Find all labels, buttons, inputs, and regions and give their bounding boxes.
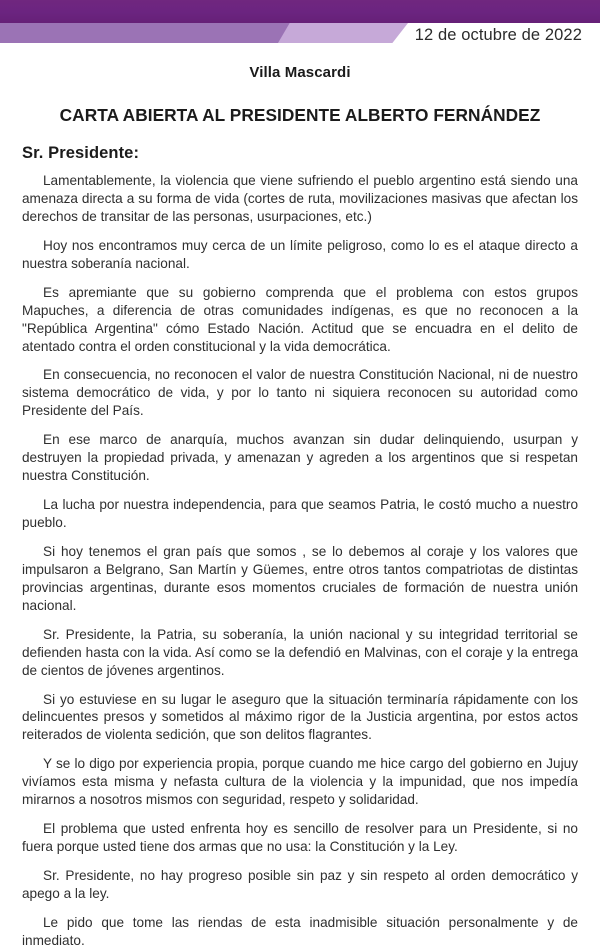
- letter-paragraph: Le pido que tome las riendas de esta inadmisible situación personalmente y de inmediato.: [22, 914, 578, 948]
- letter-paragraph: Si yo estuviese en su lugar le aseguro que la situación terminaría rápidamente con los delincuentes presos y sometidos al máximo rigor de la Justicia argentina, por estos actos reiterados de violenta sedición, que son delitos flagrantes.: [22, 691, 578, 743]
- letter-paragraph: Lamentablemente, la violencia que viene sufriendo el pueblo argentino está siendo una amenaza directa a su forma de vida (cortes de ruta, movilizaciones masivas que afectan los derechos de transitar de las personas, usurpaciones, etc.): [22, 173, 578, 224]
- letter-paragraph: Hoy nos encontramos muy cerca de un límite peligroso, como lo es el ataque directo a nuestra soberanía nacional.: [22, 237, 578, 271]
- header-top-band: [0, 0, 600, 23]
- letter-paragraph: Si hoy tenemos el gran país que somos , se lo debemos al coraje y los valores que impulsaron a Belgrano, San Martín y Güemes, entre otros tantos compatriotas de distintas provincias argentinas, durante esos momentos cruciales de formación de nuestra unión nacional.: [22, 543, 578, 613]
- letter-paragraph: Sr. Presidente, la Patria, su soberanía, la unión nacional y su integridad territorial se defienden hasta con la vida. Así como se la defendió en Malvinas, con el coraje y la entrega de cientos de jóvenes argentinos.: [22, 626, 578, 678]
- letter-paragraph: El problema que usted enfrenta hoy es sencillo de resolver para un Presidente, si no fuera porque usted tiene dos armas que no usa: la Constitución y la Ley.: [22, 821, 578, 855]
- letter-paragraph: Y se lo digo por experiencia propia, porque cuando me hice cargo del gobierno en Jujuy vivíamos esta misma y nefasta cultura de la violencia y la impunidad, que nos impedía mirarnos a nosotros mismos con seguridad, respeto y solidaridad.: [22, 756, 578, 808]
- letter-paragraph: En ese marco de anarquía, muchos avanzan sin dudar delinquiendo, usurpan y destruyen la propiedad privada, y amenazan y agreden a los argentinos que si respetan nuestra Constitución.: [22, 432, 578, 484]
- header-accent-band-medium: [0, 23, 310, 43]
- document-date: 12 de octubre de 2022: [414, 26, 582, 44]
- header-accent-band-light: [278, 23, 408, 43]
- letter-body: [0, 163, 600, 950]
- page-title: CARTA ABIERTA AL PRESIDENTE ALBERTO FERNÁNDEZ: [59, 105, 541, 125]
- letter-paragraph: La lucha por nuestra independencia, para que seamos Patria, le costó mucho a nuestro pueblo.: [22, 497, 578, 530]
- salutation: Sr. Presidente:: [22, 144, 140, 162]
- letter-paragraph: En consecuencia, no reconocen el valor de nuestra Constitución Nacional, ni de nuestro sistema democrático de vida, y por lo tanto ni siquiera reconocen su autoridad como Presidente del País.: [22, 367, 578, 419]
- dateline-place: Villa Mascardi: [249, 64, 351, 81]
- letter-paragraph: Es apremiante que su gobierno comprenda que el problema con estos grupos Mapuches, a diferencia de otras comunidades indígenas, es que no reconocen a la "República Argentina" cómo Estado Nación. Actitud que se encuadra en el delito de atentado contra el orden constitucional y la vida democrática.: [22, 284, 578, 354]
- letter-paragraph: Sr. Presidente, no hay progreso posible sin paz y sin respeto al orden democrático y apego a la ley.: [22, 868, 578, 901]
